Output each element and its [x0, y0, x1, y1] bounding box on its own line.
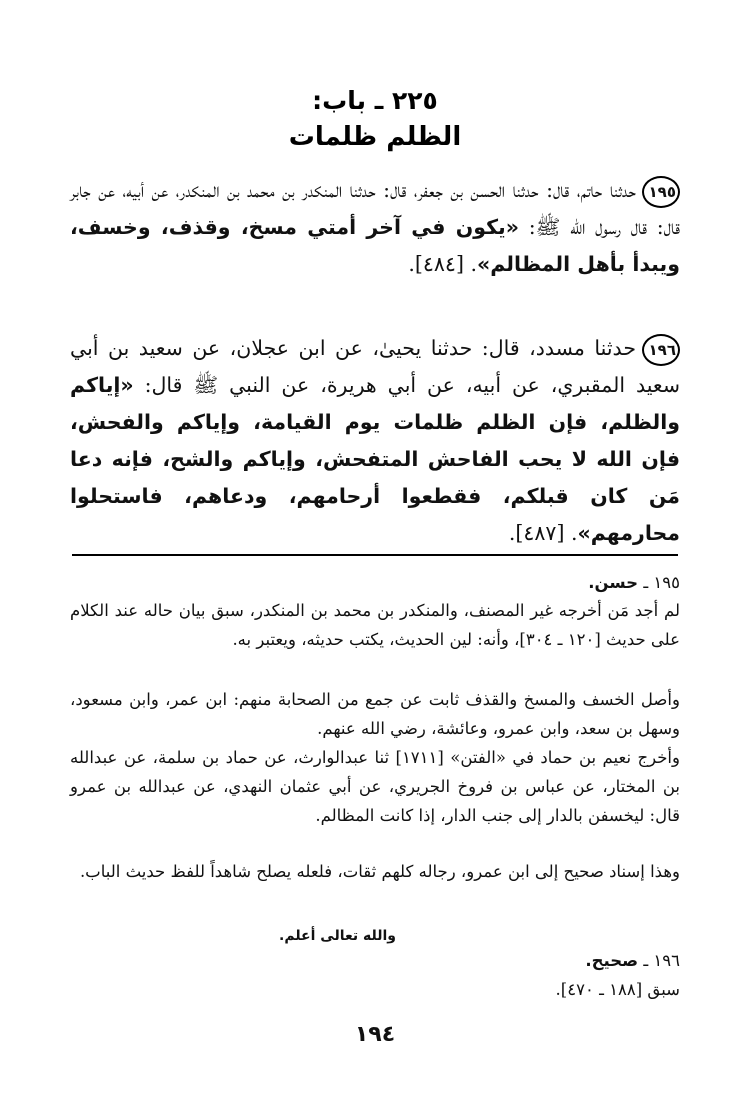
- closing-phrase: والله تعالى أعلم.: [279, 928, 396, 944]
- footnote-divider: [72, 554, 678, 556]
- chapter-heading: ٢٢٥ ـ باب:: [312, 86, 438, 115]
- footnote-paragraph: وهذا إسناد صحيح إلى ابن عمرو، رجاله كلهم ثقات، فلعله يصلح شاهداً للفظ حديث الباب.: [79, 862, 680, 881]
- footnote-195-header: [70, 568, 680, 597]
- page-number: ١٩٤: [354, 1022, 396, 1047]
- hadith-196: [70, 330, 680, 552]
- hadith-matn: «إياكم والظلم، فإن الظلم ظلمات يوم القيامة، وإياكم والفحش، فإن الله لا يحب الفاحش المتفحش، وإياكم والشح، فإنه دعا مَن كان قبلكم، فقطعوا أرحامهم، ودعاهم، فاستحلوا محارمهم»: [70, 373, 680, 545]
- hadith-reference: . [٤٨٤].: [408, 252, 477, 276]
- footnote-paragraph: وأخرج نعيم بن حماد في «الفتن» [١٧١١] ثنا عبدالوارث، عن حماد بن سلمة، عن عبدالله بن المختار، عن عباس بن فروخ الجريري، عن أبي عثمان النهدي، عن عبدالله بن عمرو قال: ليخسفن بالدار إلى جنب الدار، إذا كانت المظالم.: [70, 748, 680, 825]
- hadith-isnad: حدثنا حاتم، قال: حدثنا الحسن بن جعفر، قال: حدثنا المنكدر بن محمد بن المنكدر، عن أبيه، عن جابر قال: قال رسول الله ﷺ:: [70, 178, 680, 239]
- hadith-number-badge: ١٩٥: [642, 176, 680, 208]
- footnote-paragraph: وأصل الخسف والمسخ والقذف ثابت عن جمع من الصحابة منهم: ابن عمر، وابن مسعود، وسهل بن سعد، وابن عمرو، وعائشة، رضي الله عنهم.: [70, 690, 680, 738]
- footnote-196-header: [70, 946, 680, 975]
- footnote-grade: صحيح.: [585, 951, 639, 970]
- footnote-grade: حسن.: [588, 573, 639, 592]
- footnote-number: ١٩٦ ـ: [638, 951, 680, 970]
- hadith-reference: . [٤٨٧].: [508, 521, 578, 545]
- hadith-number-badge: ١٩٦: [642, 334, 680, 366]
- hadith-matn: «يكون في آخر أمتي مسخ، وقذف، وخسف، ويبدأ بأهل المظالم»: [70, 215, 680, 276]
- hadith-isnad: حدثنا مسدد، قال: حدثنا يحيىٰ، عن ابن عجلان، عن سعيد بن أبي سعيد المقبري، عن أبيه، عن أبي هريرة، عن النبي ﷺ قال:: [70, 336, 680, 397]
- chapter-title: الظلم ظلمات: [288, 122, 462, 152]
- footnote-paragraph: لم أجد مَن أخرجه غير المصنف، والمنكدر بن محمد بن المنكدر، سبق بيان حاله عند الكلام على حديث [١٢٠ ـ ٣٠٤]، وأنه: لين الحديث، يكتب حديثه، ويعتبر به.: [70, 601, 680, 649]
- footnote-number: ١٩٥ ـ: [638, 573, 680, 592]
- footnote-paragraph: سبق [١٨٨ ـ ٤٧٠].: [555, 980, 680, 999]
- hadith-195: [70, 172, 680, 283]
